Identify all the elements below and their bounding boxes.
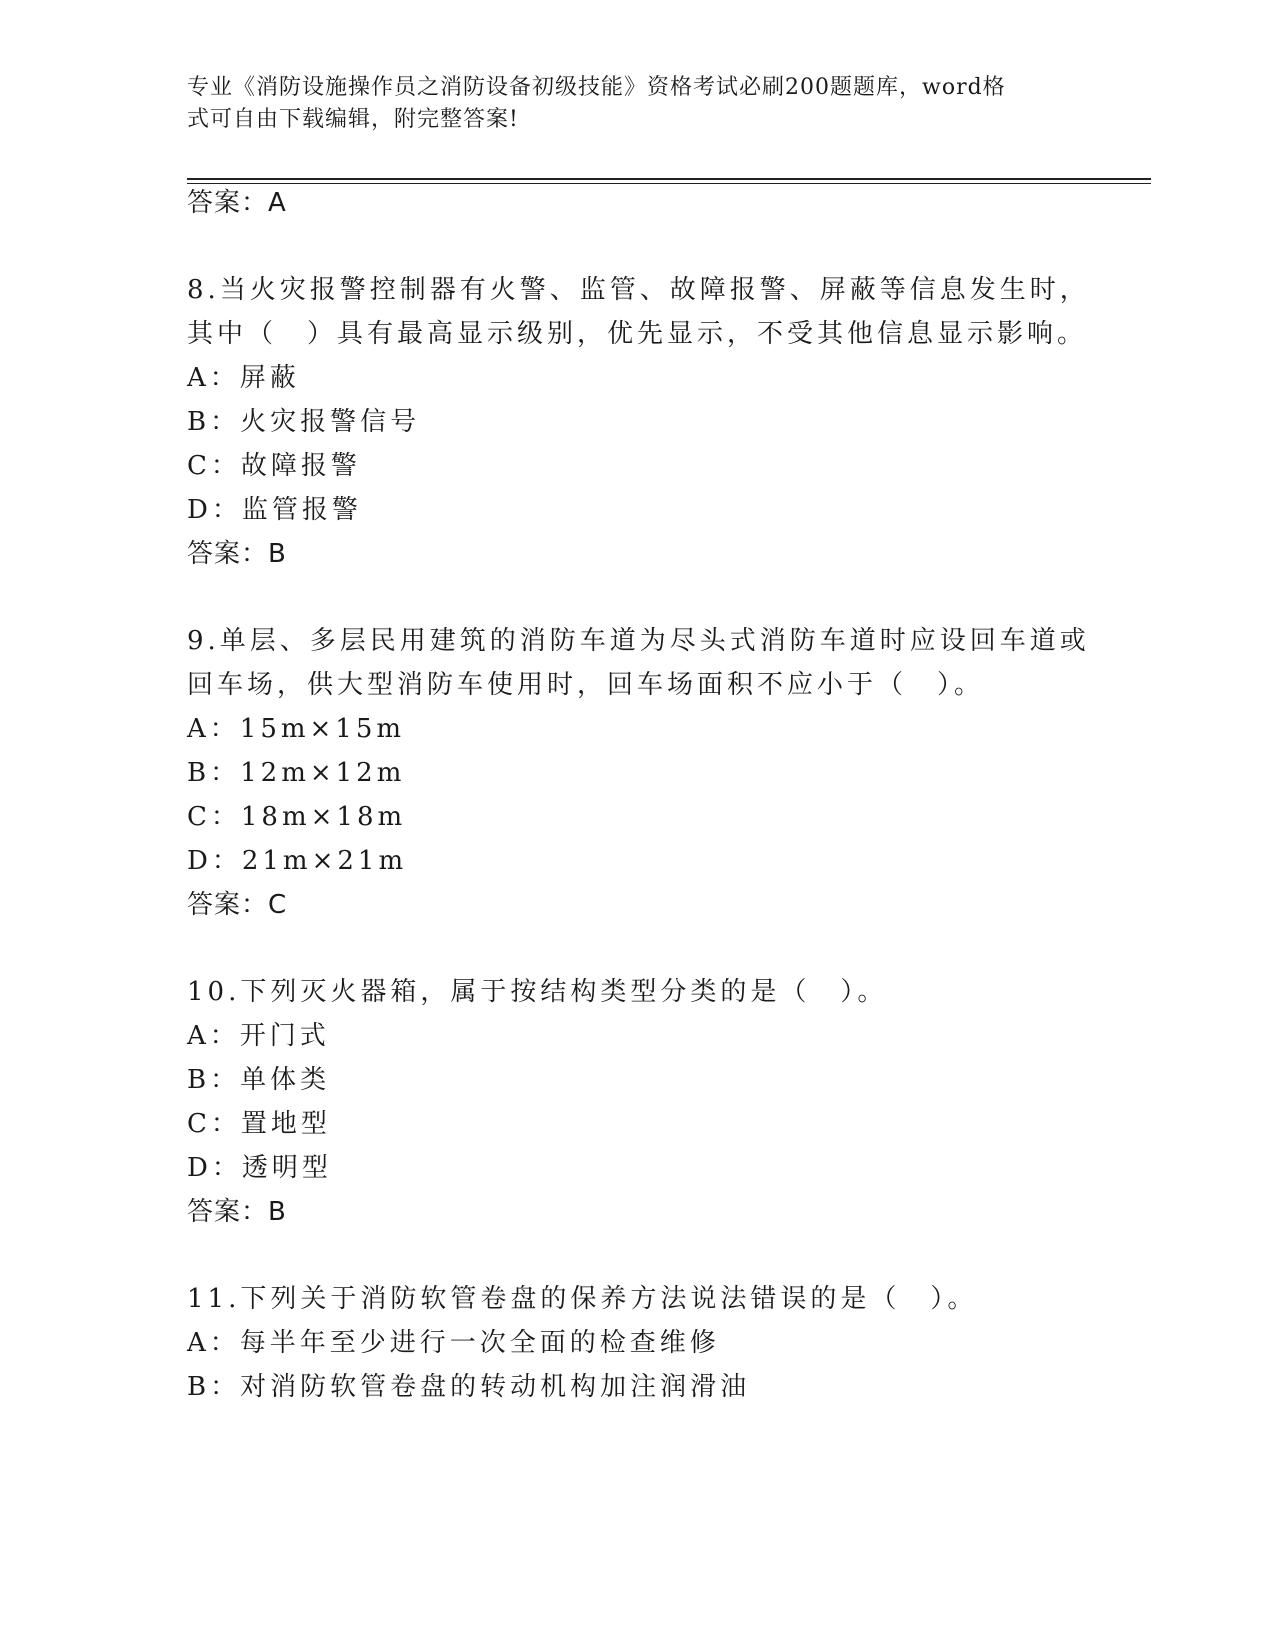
question-9-stem-line-1: 9.单层、多层民用建筑的消防车道为尽头式消防车道时应设回车道或: [187, 626, 1090, 656]
question-11-option-a: A：每半年至少进行一次全面的检查维修: [187, 1328, 720, 1358]
question-9-answer: 答案：C: [187, 890, 288, 920]
question-10-option-d: D：透明型: [187, 1153, 332, 1183]
header-divider-thick: [187, 178, 1151, 180]
question-9-option-a: A：15m×15m: [187, 714, 406, 744]
question-10-option-a: A：开门式: [187, 1021, 330, 1051]
question-9-option-c: C：18m×18m: [187, 802, 407, 832]
question-10-option-b: B：单体类: [187, 1065, 331, 1095]
question-10-option-c: C：置地型: [187, 1109, 331, 1139]
question-8-option-c: C：故障报警: [187, 451, 361, 481]
question-9-option-d: D：21m×21m: [187, 846, 408, 876]
document-header: [187, 72, 1067, 136]
question-11-stem-line-1: 11.下列关于消防软管卷盘的保养方法说法错误的是（ ）。: [187, 1284, 978, 1314]
question-10-stem-line-1: 10.下列灭火器箱，属于按结构类型分类的是（ ）。: [187, 977, 888, 1007]
header-line-1: 专业《消防设施操作员之消防设备初级技能》资格考试必刷200题题库，word格: [187, 75, 1006, 100]
question-8-stem-line-1: 8.当火灾报警控制器有火警、监管、故障报警、屏蔽等信息发生时，: [187, 275, 1090, 305]
question-8-stem-line-2: 其中（ ）具有最高显示级别，优先显示，不受其他信息显示影响。: [187, 319, 1088, 349]
question-11-option-b: B：对消防软管卷盘的转动机构加注润滑油: [187, 1372, 751, 1402]
question-8-option-b: B：火灾报警信号: [187, 407, 421, 437]
question-9-stem-line-2: 回车场，供大型消防车使用时，回车场面积不应小于（ ）。: [187, 670, 985, 700]
question-8-answer: 答案：B: [187, 539, 287, 569]
question-8-option-a: A：屏蔽: [187, 363, 300, 393]
question-10-answer: 答案：B: [187, 1197, 287, 1227]
question-9-option-b: B：12m×12m: [187, 758, 406, 788]
header-divider-thin: [187, 183, 1151, 184]
header-line-2: 式可自由下载编辑，附完整答案!: [187, 107, 519, 132]
previous-answer: 答案：A: [187, 188, 287, 218]
question-8-option-d: D：监管报警: [187, 495, 362, 525]
